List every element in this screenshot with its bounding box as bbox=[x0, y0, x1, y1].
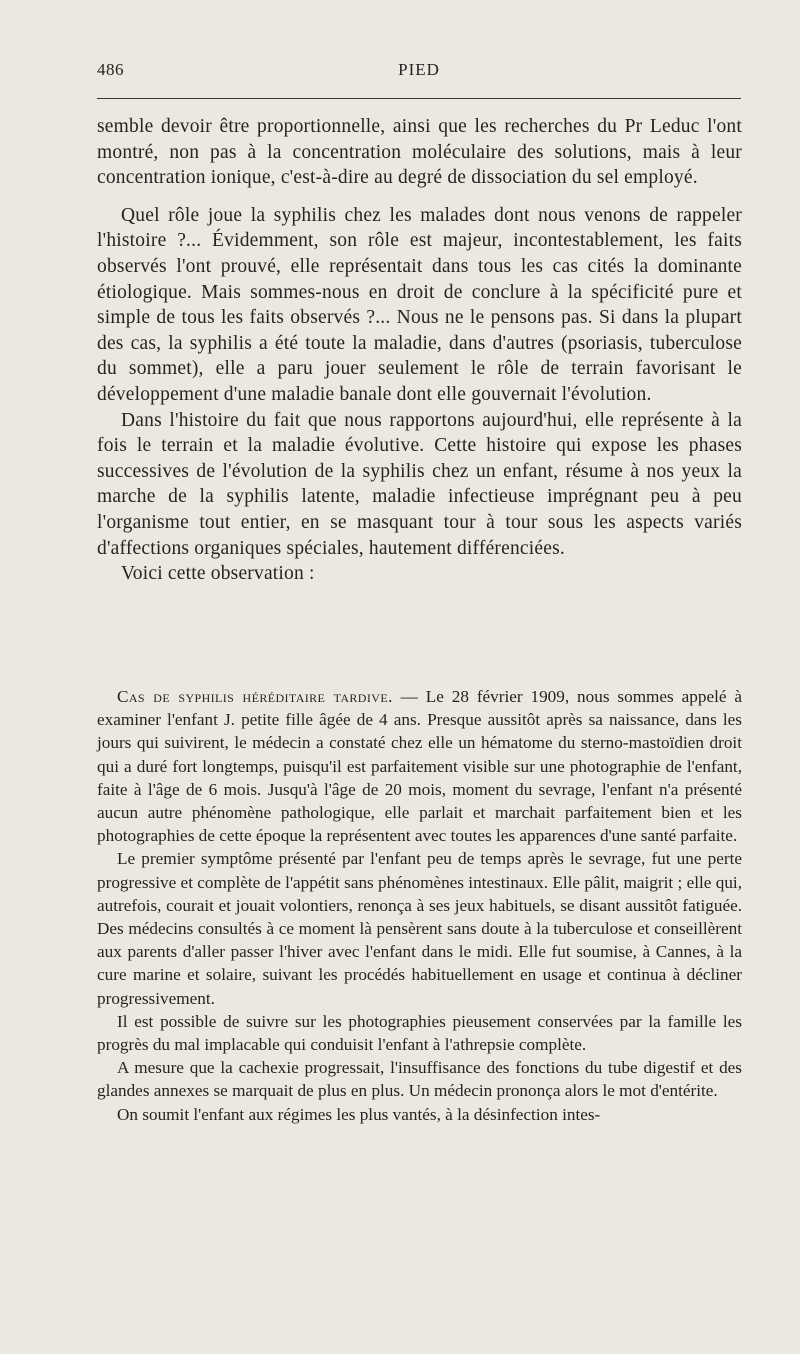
running-title: PIED bbox=[398, 60, 440, 79]
paragraph-continued: semble devoir être proportionnelle, ainsi que les recherches du Pr Leduc l'ont montré, non pas à la concentration moléculaire des solutions, mais à leur concentration ionique, c'est-à-dire au degré de dissociation du sel employé. bbox=[97, 116, 742, 189]
case-paragraph: Le premier symptôme présenté par l'enfant peu de temps après le sevrage, fut une perte progressive et complète de l'appétit sans phénomènes intestinaux. Elle pâlit, maigrit ; elle qui, autrefois, courait et jouait volontiers, renonça à ses jeux habituels, se disant aussitôt fatiguée. Des médecins consultés à ce moment là pensèrent sans doute à la tuberculose et conseillèrent aux parents d'aller passer l'hiver avec l'enfant dans le midi. Elle fut soumise, à Cannes, à la cure marine et solaire, suivant les procédés habituellement en usage et continua à décliner progressivement. bbox=[97, 849, 742, 1008]
header-rule bbox=[97, 98, 741, 99]
page-header bbox=[97, 60, 741, 86]
case-report bbox=[97, 685, 742, 1126]
case-paragraph-intro bbox=[97, 685, 742, 847]
case-paragraph: Il est possible de suivre sur les photographies pieusement conservées par la famille les progrès du mal implacable qui conduisit l'enfant à l'athrepsie complète. bbox=[97, 1011, 742, 1055]
paragraph-history: Dans l'histoire du fait que nous rapportons aujourd'hui, elle représente à la fois le terrain et la maladie évolutive. Cette histoire qui expose les phases successives de l'évolution de la syphilis chez un enfant, résume à nos yeux la marche de la syphilis latente, maladie infectieuse imprégnant peu à peu l'organisme tout entier, en se masquant tour à tour sous les aspects variés d'affections organiques spéciales, hautement différenciées. bbox=[97, 409, 742, 559]
case-paragraph: A mesure que la cachexie progressait, l'insuffisance des fonctions du tube digestif et des glandes annexes se marquait de plus en plus. Un médecin prononça alors le mot d'entérite. bbox=[97, 1058, 742, 1101]
paragraph-observation-intro: Voici cette observation : bbox=[121, 563, 315, 585]
paragraph-syphilis-role: Quel rôle joue la syphilis chez les malades dont nous venons de rappeler l'histoire ?... Évidemment, son rôle est majeur, incontestablement, les faits observés l'ont prouvé, elle représentait dans tous les cas cités la dominante étiologique. Mais sommes-nous en droit de conclure à la spécificité pure et simple de tous les faits observés ?... Nous ne le pensons pas. Si dans la plupart des cas, la syphilis a été toute la maladie, dans d'autres (psoriasis, tuberculose du sommet), elle a paru jouer seulement le rôle de terrain favorisant le développement d'une maladie banale dont elle gouvernait l'évolution. bbox=[97, 204, 742, 405]
main-text bbox=[97, 114, 742, 587]
case-paragraph: On soumit l'enfant aux régimes les plus vantés, à la désinfection intes- bbox=[117, 1104, 601, 1124]
page-number: 486 bbox=[97, 60, 124, 79]
case-intro-text: — Le 28 février 1909, nous sommes appelé à examiner l'enfant J. petite fille âgée de 4 ans. Presque aussitôt après sa naissance, dans les jours qui suivirent, le médecin a constaté chez elle un hématome du sterno-mastoïdien droit qui a duré fort longtemps, puisqu'il est parfaitement visible sur une photographie de l'enfant, faite à l'âge de 6 mois. Jusqu'à l'âge de 20 mois, moment du sevrage, l'enfant n'a présenté aucun autre phénomène pathologique, elle parlait et marchait parfaitement bien et les photographies de cette époque la représentent avec toutes les apparences d'une santé parfaite. bbox=[97, 687, 742, 846]
case-heading: Cas de syphilis héréditaire tardive. bbox=[117, 687, 393, 706]
